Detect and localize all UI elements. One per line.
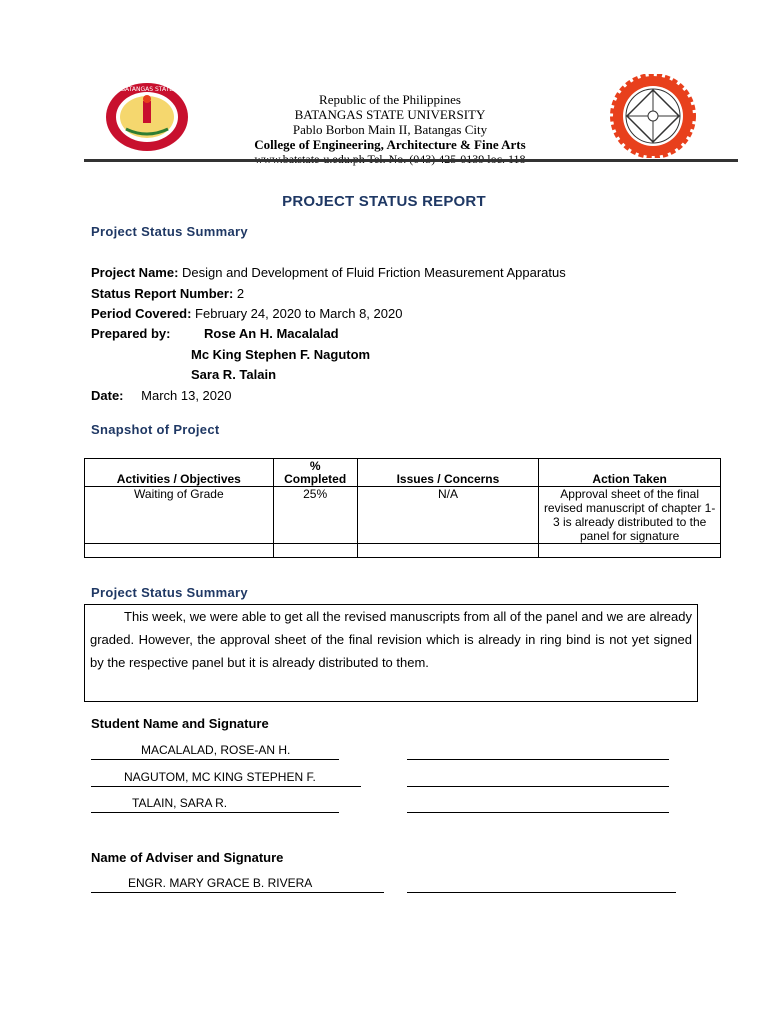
students-heading: Student Name and Signature [91,716,269,731]
preparer-name: Rose An H. Macalalad [204,326,339,341]
date-row [91,388,231,403]
table-row [85,487,721,544]
status-number-label: Status Report Number: [91,286,234,301]
summary-text: This week, we were able to get all the revised manuscripts from all of the panel and we are already graded. However, the approval sheet of the final revision which is already in ring bind is not yet signed by the respective panel but it is already distributed to them. [90,609,692,670]
adviser-name: ENGR. MARY GRACE B. RIVERA [128,876,313,890]
svg-text:BATANGAS STATE: BATANGAS STATE [120,86,174,93]
header-address: Pablo Borbon Main II, Batangas City [292,122,488,137]
status-summary-box [84,604,698,702]
student-name: MACALALAD, ROSE-AN H. [141,743,291,757]
student-name: NAGUTOM, MC KING STEPHEN F. [124,770,316,784]
adviser-name-line [91,876,384,893]
header-divider [84,159,738,162]
section-heading-summary: Project Status Summary [91,224,248,239]
prepared-by-label: Prepared by: [91,326,171,341]
status-number-value: 2 [236,286,245,301]
table-cell: 25% [273,487,357,544]
letterhead [200,92,580,167]
date-value: March 13, 2020 [141,388,232,403]
table-cell: N/A [357,487,539,544]
student-name-line [91,796,339,813]
table-cell: Waiting of Grade [85,487,274,544]
signature-line [407,770,669,787]
table-header-row [85,459,721,487]
snapshot-table [84,458,721,558]
header-university: BATANGAS STATE UNIVERSITY [294,107,486,122]
adviser-heading: Name of Adviser and Signature [91,850,284,865]
status-number-row [91,286,244,301]
project-name-value: Design and Development of Fluid Friction Measurement Apparatus [182,265,566,280]
date-label: Date: [91,388,124,403]
page-title: PROJECT STATUS REPORT [282,193,486,210]
project-name-row [91,265,566,280]
period-row [91,306,402,321]
section-heading-summary-2: Project Status Summary [91,585,248,600]
column-header: % Completed [273,459,357,487]
header-college: College of Engineering, Architecture & Fine Arts [254,137,526,152]
preparer-name: Mc King Stephen F. Nagutom [191,347,371,362]
section-heading-snapshot: Snapshot of Project [91,422,220,437]
student-name: TALAIN, SARA R. [132,796,228,810]
column-header: Activities / Objectives [85,459,274,487]
student-name-line [91,770,361,787]
signature-line [407,796,669,813]
table-cell: Approval sheet of the final revised manuscript of chapter 1-3 is already distributed to the panel for signature [539,487,721,544]
project-name-label: Project Name: [91,265,179,280]
university-seal-logo [104,81,190,153]
table-row-empty [85,544,721,558]
signature-line [407,876,676,893]
preparer-name: Sara R. Talain [191,367,277,382]
period-value: February 24, 2020 to March 8, 2020 [195,306,403,321]
header-line-1: Republic of the Philippines [319,92,461,107]
college-gear-logo [606,74,700,158]
column-header: Issues / Concerns [357,459,539,487]
signature-line [407,743,669,760]
column-header: Action Taken [539,459,721,487]
student-name-line [91,743,339,760]
period-label: Period Covered: [91,306,192,321]
